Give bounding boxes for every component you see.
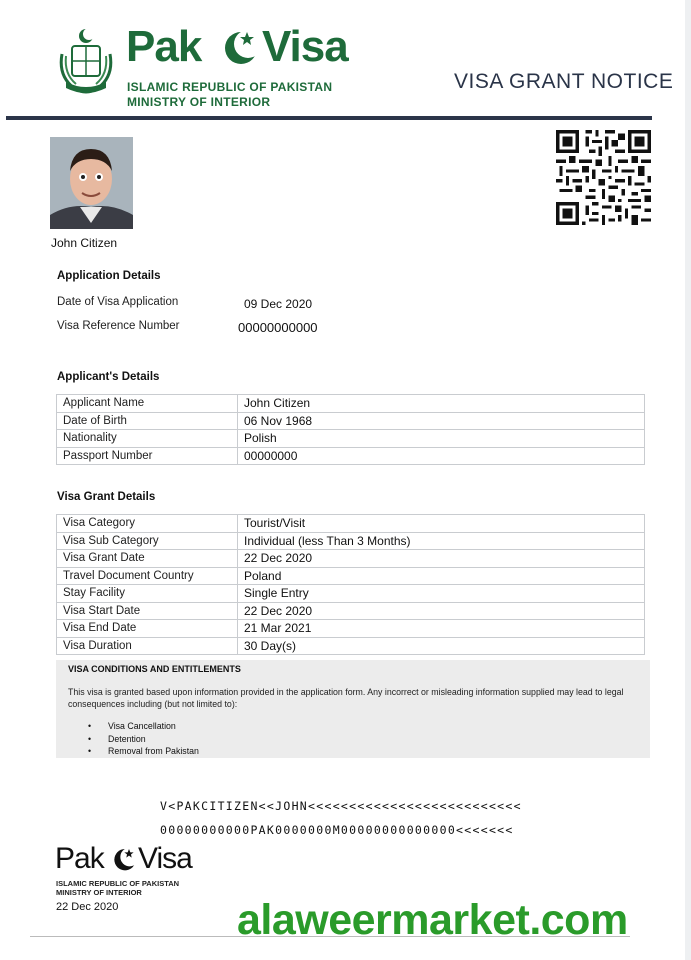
travel-document-country-label: Travel Document Country — [57, 567, 238, 585]
visa-grant-details-title: Visa Grant Details — [57, 491, 156, 503]
crescent-moon-icon — [113, 846, 137, 872]
photo-caption: John Citizen — [51, 236, 118, 250]
conditions-title: VISA CONDITIONS AND ENTITLEMENTS — [68, 664, 241, 674]
conditions-list — [88, 720, 199, 758]
applicant-name-value: John Citizen — [238, 395, 645, 413]
condition-item-label: Removal from Pakistan — [108, 746, 199, 756]
table-row — [57, 567, 645, 585]
table-row — [57, 550, 645, 568]
table-row — [57, 532, 645, 550]
passport-number-label: Passport Number — [57, 447, 238, 465]
brand-subtitle-country: ISLAMIC REPUBLIC OF PAKISTAN — [127, 80, 333, 94]
applicant-details-title: Applicant's Details — [57, 371, 160, 383]
list-item — [88, 733, 199, 746]
state-emblem-icon — [54, 26, 118, 96]
condition-item-label: Visa Cancellation — [108, 721, 176, 731]
visa-duration-label: Visa Duration — [57, 637, 238, 655]
table-row — [57, 412, 645, 430]
table-row — [57, 515, 645, 533]
visa-category-value: Tourist/Visit — [238, 515, 645, 533]
dob-value: 06 Nov 1968 — [238, 412, 645, 430]
table-row — [57, 395, 645, 413]
visa-end-date-value: 21 Mar 2021 — [238, 620, 645, 638]
visa-end-date-label: Visa End Date — [57, 620, 238, 638]
dob-label: Date of Birth — [57, 412, 238, 430]
footer-brand-pak: Pak — [55, 842, 104, 875]
visa-sub-category-value: Individual (less Than 3 Months) — [238, 532, 645, 550]
footer-date: 22 Dec 2020 — [56, 901, 119, 913]
visa-category-label: Visa Category — [57, 515, 238, 533]
applicant-photo — [50, 137, 133, 229]
table-row — [57, 620, 645, 638]
notice-title: VISA GRANT NOTICE — [454, 70, 674, 93]
application-date-label: Date of Visa Application — [57, 296, 179, 308]
application-date-value: 09 Dec 2020 — [244, 297, 313, 311]
watermark-text: alaweermarket.com — [237, 896, 628, 944]
application-details-title: Application Details — [57, 270, 161, 282]
condition-item-label: Detention — [108, 733, 146, 744]
passport-number-value: 00000000 — [238, 447, 645, 465]
table-row — [57, 447, 645, 465]
mrz-line-1: V<PAKCITIZEN<<JOHN<<<<<<<<<<<<<<<<<<<<<<<<<< — [160, 799, 522, 813]
mrz-line-2: 00000000000PAK0000000M00000000000000<<<<<<< — [160, 823, 514, 837]
table-row — [57, 585, 645, 603]
footer-brand-visa: Visa — [138, 842, 192, 875]
applicant-name-label: Applicant Name — [57, 395, 238, 413]
travel-document-country-value: Poland — [238, 567, 645, 585]
list-item — [88, 720, 199, 733]
brand-visa-text: Visa — [262, 22, 348, 71]
footer-subtitle-country: ISLAMIC REPUBLIC OF PAKISTAN — [56, 879, 180, 888]
list-item — [88, 745, 199, 758]
visa-grant-date-label: Visa Grant Date — [57, 550, 238, 568]
footer-subtitle-ministry: MINISTRY OF INTERIOR — [56, 888, 142, 897]
visa-start-date-label: Visa Start Date — [57, 602, 238, 620]
table-row — [57, 602, 645, 620]
page-edge — [685, 0, 691, 960]
reference-number-value: 00000000000 — [238, 320, 318, 335]
visa-sub-category-label: Visa Sub Category — [57, 532, 238, 550]
nationality-value: Polish — [238, 430, 645, 448]
stay-facility-value: Single Entry — [238, 585, 645, 603]
applicant-details-table — [56, 394, 645, 465]
brand-pak-text: Pak — [126, 22, 202, 71]
nationality-label: Nationality — [57, 430, 238, 448]
visa-grant-details-table — [56, 514, 645, 655]
brand-subtitle-ministry: MINISTRY OF INTERIOR — [127, 95, 271, 109]
crescent-moon-icon — [223, 28, 259, 66]
reference-number-label: Visa Reference Number — [57, 320, 180, 332]
table-row — [57, 637, 645, 655]
stay-facility-label: Stay Facility — [57, 585, 238, 603]
conditions-text: This visa is granted based upon information provided in the application form. Any incorrect or misleading information supplied may lead to legal consequences including (but not limited to): — [68, 687, 624, 709]
qr-code-icon — [556, 130, 651, 225]
header-divider — [6, 116, 652, 120]
visa-start-date-value: 22 Dec 2020 — [238, 602, 645, 620]
visa-duration-value: 30 Day(s) — [238, 637, 645, 655]
table-row — [57, 430, 645, 448]
visa-grant-date-value: 22 Dec 2020 — [238, 550, 645, 568]
